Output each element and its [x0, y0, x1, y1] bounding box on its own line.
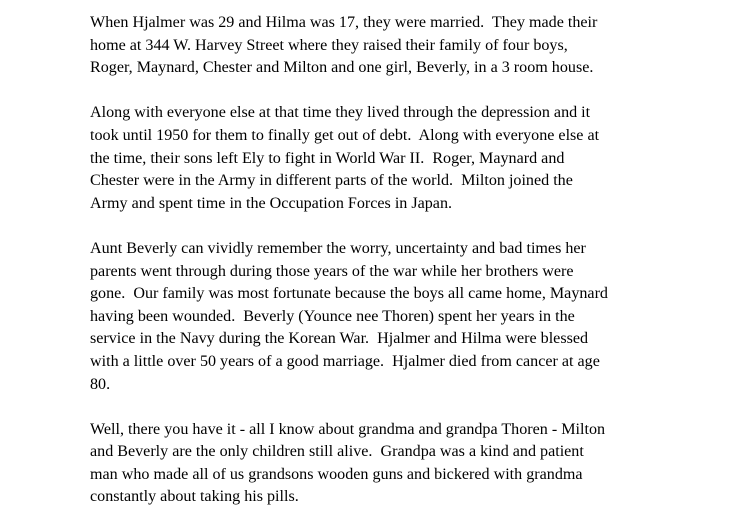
text-line: Aunt Beverly can vividly remember the worry, uncertainty and bad times her: [90, 239, 586, 257]
text-line: constantly about taking his pills.: [90, 488, 299, 506]
text-line: Well, there you have it - all I know about grandma and grandpa Thoren - Milton: [90, 420, 606, 438]
text-line: 80.: [90, 375, 111, 393]
text-line: Chester were in the Army in different parts of the world. Milton joined the: [90, 172, 573, 190]
text-line: Roger, Maynard, Chester and Milton and one girl, Beverly, in a 3 room house.: [90, 59, 594, 77]
paragraph-marriage: [90, 12, 750, 80]
paragraph-aunt-beverly: [90, 238, 750, 396]
text-line: with a little over 50 years of a good marriage. Hjalmer died from cancer at age: [90, 352, 600, 370]
text-line: When Hjalmer was 29 and Hilma was 17, they were married. They made their: [90, 14, 598, 31]
text-line: Army and spent time in the Occupation Forces in Japan.: [90, 194, 453, 212]
text-line: service in the Navy during the Korean War. Hjalmer and Hilma were blessed: [90, 330, 589, 348]
text-line: and Beverly are the only children still alive. Grandpa was a kind and patient: [90, 443, 584, 461]
text-line: gone. Our family was most fortunate because the boys all came home, Maynard: [90, 285, 608, 303]
text-line: man who made all of us grandsons wooden guns and bickered with grandma: [90, 465, 583, 483]
text-line: home at 344 W. Harvey Street where they raised their family of four boys,: [90, 36, 568, 54]
document-page: [90, 12, 750, 532]
paragraph-conclusion: [90, 419, 750, 509]
text-line: the time, their sons left Ely to fight in World War II. Roger, Maynard and: [90, 149, 565, 167]
paragraph-depression-war: [90, 102, 750, 215]
text-line: parents went through during those years of the war while her brothers were: [90, 262, 574, 280]
text-line: Along with everyone else at that time they lived through the depression and it: [90, 104, 591, 122]
text-line: took until 1950 for them to finally get out of debt. Along with everyone else at: [90, 126, 600, 144]
text-line: having been wounded. Beverly (Younce nee Thoren) spent her years in the: [90, 307, 575, 325]
